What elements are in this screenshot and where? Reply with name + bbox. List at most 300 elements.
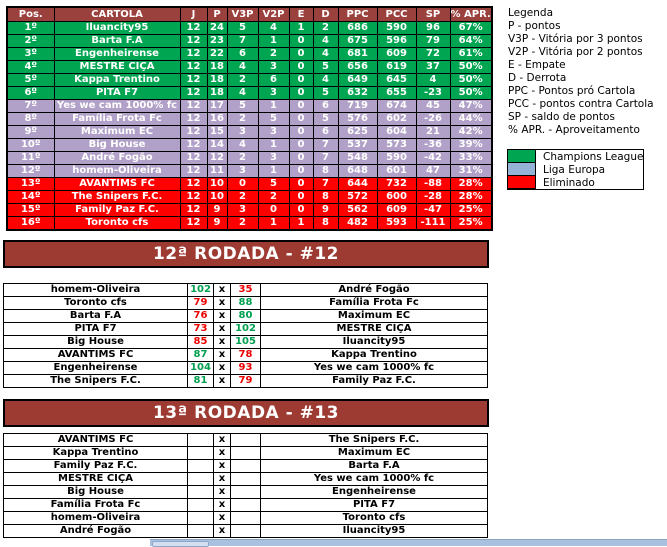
stat-cell-ppc: 648: [338, 165, 377, 178]
stat-cell-v3p: 3: [227, 126, 258, 139]
home-team-cell: Kappa Trentino: [4, 447, 188, 460]
standings-row: [7, 152, 492, 165]
stat-cell-apr: 47%: [450, 100, 492, 113]
stat-cell-p: 12: [207, 152, 227, 165]
team-name-cell: homem-Oliveira: [54, 165, 180, 178]
stat-cell-d: 7: [313, 152, 338, 165]
stat-cell-e: 0: [289, 165, 313, 178]
match-row: [4, 284, 488, 297]
stat-cell-pcc: 732: [377, 178, 416, 191]
stat-cell-v2p: 4: [258, 22, 289, 35]
stat-cell-v3p: 2: [227, 74, 258, 87]
stat-cell-d: 6: [313, 126, 338, 139]
away-team-cell: Yes we cam 1000% fc: [261, 473, 488, 486]
stat-cell-sp: 47: [416, 165, 450, 178]
stat-cell-e: 0: [289, 204, 313, 217]
away-team-cell: PITA F7: [261, 499, 488, 512]
stat-cell-d: 4: [313, 74, 338, 87]
match-row: [4, 323, 488, 336]
team-name-cell: Kappa Trentino: [54, 74, 180, 87]
stat-cell-d: 8: [313, 191, 338, 204]
stat-cell-sp: 21: [416, 126, 450, 139]
away-score-cell: 80: [231, 310, 261, 323]
header-pos: Pos.: [7, 7, 54, 22]
home-team-cell: Engenheirense: [4, 362, 188, 375]
away-team-cell: Iluancity95: [261, 336, 488, 349]
versus-cell: x: [214, 486, 231, 499]
stat-cell-v3p: 7: [227, 35, 258, 48]
stat-cell-sp: 45: [416, 100, 450, 113]
stat-cell-j: 12: [180, 152, 207, 165]
stat-cell-j: 12: [180, 100, 207, 113]
home-team-cell: Toronto cfs: [4, 297, 188, 310]
away-team-cell: Engenheirense: [261, 486, 488, 499]
header-sp: SP: [416, 7, 450, 22]
stat-cell-v2p: 1: [258, 139, 289, 152]
stat-cell-p: 10: [207, 191, 227, 204]
home-team-cell: AVANTIMS FC: [4, 434, 188, 447]
legend-item: SP - saldo de pontos: [508, 111, 615, 123]
stat-cell-pos: 11º: [7, 152, 54, 165]
home-team-cell: The Snipers F.C.: [4, 375, 188, 388]
header-p: P: [207, 7, 227, 22]
away-team-cell: MESTRE CIÇA: [261, 323, 488, 336]
home-score-cell: [188, 499, 214, 512]
stat-cell-pcc: 590: [377, 22, 416, 35]
stat-cell-pos: 8º: [7, 113, 54, 126]
home-team-cell: Family Paz F.C.: [4, 460, 188, 473]
match-row: [4, 473, 488, 486]
standings-row: [7, 178, 492, 191]
away-team-cell: Família Frota Fc: [261, 297, 488, 310]
away-team-cell: The Snipers F.C.: [261, 434, 488, 447]
stat-cell-j: 12: [180, 48, 207, 61]
home-score-cell: 102: [188, 284, 214, 297]
home-team-cell: André Fogão: [4, 525, 188, 538]
versus-cell: x: [214, 323, 231, 336]
stat-cell-pcc: 596: [377, 35, 416, 48]
stat-cell-e: 0: [289, 61, 313, 74]
versus-cell: x: [214, 512, 231, 525]
header-v3p: V3P: [227, 7, 258, 22]
stat-cell-sp: -42: [416, 152, 450, 165]
stat-cell-ppc: 625: [338, 126, 377, 139]
stat-cell-pcc: 674: [377, 100, 416, 113]
team-name-cell: Toronto cfs: [54, 217, 180, 231]
header-v2p: V2P: [258, 7, 289, 22]
stat-cell-p: 10: [207, 178, 227, 191]
home-score-cell: [188, 525, 214, 538]
stat-cell-p: 22: [207, 48, 227, 61]
stat-cell-v2p: 0: [258, 204, 289, 217]
stat-cell-j: 12: [180, 74, 207, 87]
away-score-cell: 35: [231, 284, 261, 297]
match-row: [4, 349, 488, 362]
stat-cell-apr: 28%: [450, 178, 492, 191]
stat-cell-sp: 4: [416, 74, 450, 87]
legend-item: V3P - Vitória por 3 pontos: [508, 33, 643, 45]
stat-cell-ppc: 548: [338, 152, 377, 165]
stat-cell-e: 0: [289, 191, 313, 204]
home-score-cell: [188, 434, 214, 447]
zone-color-swatch: [507, 175, 536, 189]
away-score-cell: [231, 499, 261, 512]
versus-cell: x: [214, 499, 231, 512]
match-row: [4, 297, 488, 310]
stat-cell-ppc: 686: [338, 22, 377, 35]
stat-cell-sp: 72: [416, 48, 450, 61]
round12-title: 12ª RODADA - #12: [152, 244, 340, 264]
round13-banner: [3, 399, 489, 427]
stat-cell-sp: -111: [416, 217, 450, 231]
stat-cell-apr: 39%: [450, 139, 492, 152]
stat-cell-apr: 50%: [450, 87, 492, 100]
stat-cell-v3p: 2: [227, 113, 258, 126]
away-score-cell: 105: [231, 336, 261, 349]
round12-banner: [3, 240, 489, 268]
team-name-cell: Maximum EC: [54, 126, 180, 139]
stat-cell-ppc: 632: [338, 87, 377, 100]
stat-cell-apr: 28%: [450, 191, 492, 204]
stat-cell-pcc: 645: [377, 74, 416, 87]
stat-cell-v3p: 2: [227, 217, 258, 231]
stat-cell-v3p: 0: [227, 178, 258, 191]
stat-cell-d: 7: [313, 139, 338, 152]
stat-cell-v2p: 1: [258, 165, 289, 178]
standings-row: [7, 217, 492, 231]
stat-cell-ppc: 537: [338, 139, 377, 152]
match-row: [4, 434, 488, 447]
stat-cell-v2p: 3: [258, 61, 289, 74]
stat-cell-p: 15: [207, 126, 227, 139]
stat-cell-e: 0: [289, 113, 313, 126]
stat-cell-v2p: 3: [258, 152, 289, 165]
team-name-cell: Family Paz F.C.: [54, 204, 180, 217]
away-score-cell: [231, 473, 261, 486]
home-score-cell: 104: [188, 362, 214, 375]
stat-cell-pos: 12º: [7, 165, 54, 178]
stat-cell-pcc: 604: [377, 126, 416, 139]
stat-cell-p: 9: [207, 217, 227, 231]
stat-cell-pos: 1º: [7, 22, 54, 35]
away-score-cell: [231, 486, 261, 499]
stat-cell-pos: 4º: [7, 61, 54, 74]
away-team-cell: André Fogão: [261, 284, 488, 297]
stat-cell-j: 12: [180, 113, 207, 126]
scrollbar-thumb[interactable]: [152, 541, 209, 547]
versus-cell: x: [214, 447, 231, 460]
stat-cell-d: 8: [313, 217, 338, 231]
standings-row: [7, 48, 492, 61]
round13-title: 13ª RODADA - #13: [152, 403, 340, 423]
stat-cell-apr: 61%: [450, 48, 492, 61]
away-team-cell: Kappa Trentino: [261, 349, 488, 362]
stat-cell-d: 5: [313, 87, 338, 100]
zone-label: Liga Europa: [543, 163, 606, 176]
home-team-cell: homem-Oliveira: [4, 512, 188, 525]
stat-cell-p: 9: [207, 204, 227, 217]
zone-color-swatch: [507, 162, 536, 176]
header-j: J: [180, 7, 207, 22]
home-score-cell: 87: [188, 349, 214, 362]
stat-cell-d: 8: [313, 165, 338, 178]
stat-cell-sp: -23: [416, 87, 450, 100]
away-score-cell: [231, 512, 261, 525]
stat-cell-pos: 9º: [7, 126, 54, 139]
legend: [508, 7, 654, 137]
stat-cell-pcc: 590: [377, 152, 416, 165]
standings-row: [7, 126, 492, 139]
team-name-cell: Big House: [54, 139, 180, 152]
stat-cell-v3p: 4: [227, 61, 258, 74]
home-team-cell: Big House: [4, 336, 188, 349]
away-score-cell: 93: [231, 362, 261, 375]
legend-zone-key: [507, 149, 644, 190]
stat-cell-p: 24: [207, 22, 227, 35]
round12-table: [3, 283, 488, 388]
stat-cell-j: 12: [180, 139, 207, 152]
versus-cell: x: [214, 284, 231, 297]
versus-cell: x: [214, 336, 231, 349]
stat-cell-p: 18: [207, 61, 227, 74]
stat-cell-j: 12: [180, 35, 207, 48]
stat-cell-v3p: 6: [227, 48, 258, 61]
header-pcc: PCC: [377, 7, 416, 22]
team-name-cell: AVANTIMS FC: [54, 178, 180, 191]
match-row: [4, 447, 488, 460]
stat-cell-v2p: 5: [258, 178, 289, 191]
away-team-cell: Iluancity95: [261, 525, 488, 538]
stat-cell-pos: 13º: [7, 178, 54, 191]
versus-cell: x: [214, 297, 231, 310]
stat-cell-apr: 50%: [450, 61, 492, 74]
stat-cell-d: 5: [313, 61, 338, 74]
stat-cell-v3p: 5: [227, 100, 258, 113]
stat-cell-v2p: 1: [258, 100, 289, 113]
home-team-cell: Família Frota Fc: [4, 499, 188, 512]
standings-row: [7, 139, 492, 152]
stat-cell-v2p: 2: [258, 191, 289, 204]
stat-cell-ppc: 572: [338, 191, 377, 204]
versus-cell: x: [214, 473, 231, 486]
stat-cell-apr: 42%: [450, 126, 492, 139]
team-name-cell: Iluancity95: [54, 22, 180, 35]
stat-cell-j: 12: [180, 204, 207, 217]
away-score-cell: [231, 525, 261, 538]
match-row: [4, 499, 488, 512]
header-apr: % APR.: [450, 8, 491, 20]
legend-item: D - Derrota: [508, 72, 567, 84]
home-score-cell: [188, 512, 214, 525]
stat-cell-apr: 44%: [450, 113, 492, 126]
standings-row: [7, 61, 492, 74]
stat-cell-j: 12: [180, 126, 207, 139]
stat-cell-p: 18: [207, 74, 227, 87]
standings-table: [6, 6, 493, 231]
stat-cell-pos: 16º: [7, 217, 54, 231]
stat-cell-d: 4: [313, 35, 338, 48]
stat-cell-apr: 33%: [450, 152, 492, 165]
match-row: [4, 375, 488, 388]
stat-cell-ppc: 681: [338, 48, 377, 61]
stat-cell-pos: 5º: [7, 74, 54, 87]
versus-cell: x: [214, 310, 231, 323]
away-score-cell: [231, 447, 261, 460]
stat-cell-v3p: 2: [227, 191, 258, 204]
stat-cell-p: 18: [207, 87, 227, 100]
standings-row: [7, 165, 492, 178]
standings-header-row: [7, 7, 492, 22]
home-score-cell: 76: [188, 310, 214, 323]
away-team-cell: Maximum EC: [261, 310, 488, 323]
match-row: [4, 336, 488, 349]
legend-item: % APR. - Aproveitamento: [508, 124, 640, 136]
stat-cell-pcc: 601: [377, 165, 416, 178]
home-score-cell: [188, 447, 214, 460]
away-score-cell: [231, 460, 261, 473]
stat-cell-pcc: 619: [377, 61, 416, 74]
stat-cell-v2p: 5: [258, 113, 289, 126]
zone-label: Eliminado: [543, 176, 595, 189]
home-score-cell: 81: [188, 375, 214, 388]
home-team-cell: homem-Oliveira: [4, 284, 188, 297]
stat-cell-apr: 31%: [450, 165, 492, 178]
versus-cell: x: [214, 434, 231, 447]
zone-color-swatch: [507, 149, 536, 163]
stat-cell-v3p: 4: [227, 139, 258, 152]
zone-label: Champions League: [543, 150, 644, 163]
match-row: [4, 525, 488, 538]
header-cartola: CARTOLA: [54, 7, 180, 22]
stat-cell-pos: 7º: [7, 100, 54, 113]
standings-row: [7, 100, 492, 113]
stat-cell-sp: 96: [416, 22, 450, 35]
stat-cell-pcc: 573: [377, 139, 416, 152]
home-team-cell: PITA F7: [4, 323, 188, 336]
legend-item: P - pontos: [508, 20, 561, 32]
versus-cell: x: [214, 349, 231, 362]
home-team-cell: AVANTIMS FC: [4, 349, 188, 362]
stat-cell-ppc: 562: [338, 204, 377, 217]
standings-row: [7, 22, 492, 35]
stat-cell-pos: 6º: [7, 87, 54, 100]
legend-item: V2P - Vitória por 2 pontos: [508, 46, 643, 58]
stat-cell-v2p: 1: [258, 217, 289, 231]
stat-cell-pcc: 609: [377, 48, 416, 61]
stat-cell-ppc: 656: [338, 61, 377, 74]
stat-cell-v2p: 3: [258, 126, 289, 139]
away-score-cell: [231, 434, 261, 447]
away-team-cell: Family Paz F.C.: [261, 375, 488, 388]
away-score-cell: 78: [231, 349, 261, 362]
stat-cell-pos: 15º: [7, 204, 54, 217]
stat-cell-v2p: 1: [258, 35, 289, 48]
home-score-cell: 85: [188, 336, 214, 349]
stat-cell-apr: 67%: [450, 22, 492, 35]
stat-cell-sp: 37: [416, 61, 450, 74]
stat-cell-pos: 14º: [7, 191, 54, 204]
away-team-cell: Yes we cam 1000% fc: [261, 362, 488, 375]
match-row: [4, 512, 488, 525]
legend-item: PCC - pontos contra Cartola: [508, 98, 654, 110]
stat-cell-v3p: 2: [227, 152, 258, 165]
stat-cell-ppc: 644: [338, 178, 377, 191]
match-row: [4, 486, 488, 499]
legend-item: PPC - Pontos pró Cartola: [508, 85, 636, 97]
away-score-cell: 79: [231, 375, 261, 388]
stat-cell-sp: -47: [416, 204, 450, 217]
stat-cell-e: 0: [289, 48, 313, 61]
stat-cell-d: 9: [313, 204, 338, 217]
stat-cell-v3p: 3: [227, 165, 258, 178]
home-team-cell: Big House: [4, 486, 188, 499]
stat-cell-sp: 79: [416, 35, 450, 48]
stat-cell-ppc: 482: [338, 217, 377, 231]
legend-zone-row: [508, 176, 643, 189]
stat-cell-d: 7: [313, 178, 338, 191]
stat-cell-ppc: 649: [338, 74, 377, 87]
stat-cell-d: 2: [313, 22, 338, 35]
legend-title: Legenda: [508, 7, 554, 19]
versus-cell: x: [214, 362, 231, 375]
versus-cell: x: [214, 375, 231, 388]
versus-cell: x: [214, 460, 231, 473]
stat-cell-j: 12: [180, 217, 207, 231]
stat-cell-apr: 25%: [450, 217, 492, 231]
stat-cell-sp: -28: [416, 191, 450, 204]
stat-cell-j: 12: [180, 87, 207, 100]
stat-cell-v2p: 2: [258, 48, 289, 61]
stat-cell-d: 6: [313, 100, 338, 113]
stat-cell-pcc: 609: [377, 204, 416, 217]
stat-cell-e: 1: [289, 217, 313, 231]
stat-cell-e: 0: [289, 126, 313, 139]
standings-row: [7, 113, 492, 126]
home-score-cell: 79: [188, 297, 214, 310]
stat-cell-j: 12: [180, 178, 207, 191]
stat-cell-e: 0: [289, 74, 313, 87]
standings-row: [7, 204, 492, 217]
stat-cell-v3p: 3: [227, 204, 258, 217]
legend-item: E - Empate: [508, 59, 566, 71]
team-name-cell: MESTRE CIÇA: [54, 61, 180, 74]
stat-cell-p: 16: [207, 113, 227, 126]
home-score-cell: [188, 460, 214, 473]
team-name-cell: The Snipers F.C.: [54, 191, 180, 204]
home-team-cell: MESTRE CIÇA: [4, 473, 188, 486]
header-e: E: [289, 7, 313, 22]
match-row: [4, 310, 488, 323]
team-name-cell: PITA F7: [54, 87, 180, 100]
stat-cell-v3p: 4: [227, 87, 258, 100]
stat-cell-e: 0: [289, 35, 313, 48]
stat-cell-p: 14: [207, 139, 227, 152]
team-name-cell: André Fogão: [54, 152, 180, 165]
stat-cell-sp: -88: [416, 178, 450, 191]
standings-row: [7, 74, 492, 87]
stat-cell-ppc: 675: [338, 35, 377, 48]
home-score-cell: [188, 473, 214, 486]
stat-cell-e: 0: [289, 178, 313, 191]
away-score-cell: 88: [231, 297, 261, 310]
stat-cell-apr: 64%: [450, 35, 492, 48]
stat-cell-e: 0: [289, 139, 313, 152]
stat-cell-pcc: 602: [377, 113, 416, 126]
stat-cell-ppc: 719: [338, 100, 377, 113]
standings-row: [7, 87, 492, 100]
stat-cell-j: 12: [180, 22, 207, 35]
stat-cell-e: 1: [289, 22, 313, 35]
